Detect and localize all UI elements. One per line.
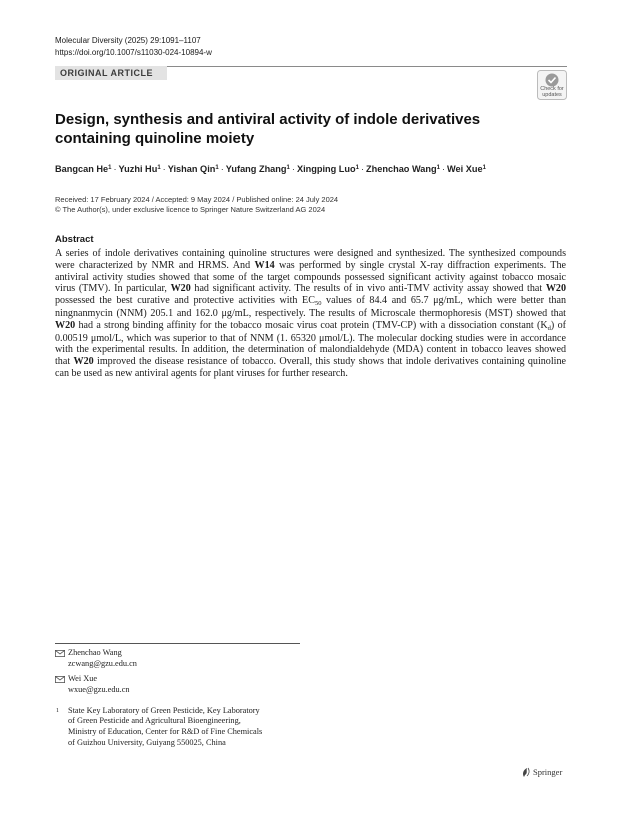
author[interactable]: Yishan Qin	[167, 164, 216, 174]
affiliation-line: of Guizhou University, Guiyang 550025, China	[68, 738, 226, 747]
author[interactable]: Xingping Luo	[296, 164, 356, 174]
author-list	[55, 163, 565, 175]
abstract-text: ) of 0.00519 μmol/L, which was superior to that of NNM (1. 65320 μmol/L). The molecular docking studies were in accordance with the experimental results. In addition, the determination of malondialdehyde (MDA) content in tobacco leaves showed that	[55, 319, 566, 368]
check-for-updates-label: Check for updates	[540, 86, 564, 98]
author-affiliation-mark: 1	[286, 165, 290, 171]
abstract-heading: Abstract	[55, 234, 94, 245]
doi-link[interactable]: https://doi.org/10.1007/s11030-024-10894-w	[55, 48, 212, 57]
affiliation-number: 1	[56, 708, 59, 714]
abstract-text: had a strong binding affinity for the tobacco mosaic virus coat protein (TMV-CP) with a dissociation constant (K	[75, 319, 548, 331]
abstract-text: had significant activity. The results of in vivo anti-TMV activity assay showed that	[190, 283, 546, 295]
author-separator: ·	[220, 164, 224, 174]
abstract-body	[55, 248, 566, 380]
subscript: d	[547, 324, 551, 332]
springer-logo-icon	[521, 765, 571, 779]
contact-name: Wei Xue	[68, 674, 98, 683]
author-affiliation-mark: 1	[157, 165, 161, 171]
author-separator: ·	[360, 164, 365, 174]
compound-label: W20	[73, 356, 94, 368]
author-separator: ·	[113, 164, 117, 174]
author-separator: ·	[291, 164, 295, 174]
compound-label: W20	[55, 319, 76, 331]
abstract-text: values of 84.4 and 65.7 μg/mL, which were better than ningnanmycin (NNM) 205.1 and 162.0 μg/mL, respectively. The results of Microscale thermophoresis (MST) showed that	[55, 295, 566, 319]
header-rule	[167, 66, 567, 67]
contact-email[interactable]: wxue@gzu.edu.cn	[68, 685, 130, 694]
envelope-icon	[55, 676, 65, 683]
author-affiliation-mark: 1	[108, 165, 112, 171]
subscript: 50	[314, 300, 322, 308]
envelope-icon	[55, 650, 65, 657]
contact-email[interactable]: zcwang@gzu.edu.cn	[68, 659, 137, 668]
affiliation-line: Ministry of Education, Center for R&D of Fine Chemicals	[68, 727, 263, 736]
author-separator: ·	[162, 164, 166, 174]
compound-label: W20	[545, 283, 566, 295]
compound-label: W20	[170, 283, 191, 295]
author-affiliation-mark: 1	[355, 165, 359, 171]
journal-citation: Molecular Diversity (2025) 29:1091–1107	[55, 36, 201, 45]
author-separator: ·	[441, 164, 446, 174]
author-affiliation-mark: 1	[482, 165, 486, 171]
affiliation-line: State Key Laboratory of Green Pesticide, Key Laboratory	[68, 706, 260, 715]
author[interactable]: Zhenchao Wang	[366, 164, 437, 174]
publication-dates: Received: 17 February 2024 / Accepted: 9 May 2024 / Published online: 24 July 2024	[55, 195, 339, 204]
publisher-name: Springer	[533, 767, 563, 777]
author[interactable]: Yuzhi Hu	[118, 164, 158, 174]
abstract-text: was performed by single crystal X-ray diffraction experiments. The antiviral activity studies showed that some of the target compounds possessed significant activity against tobacco mosaic virus (TMV). In particular,	[55, 259, 566, 295]
author-affiliation-mark: 1	[215, 165, 219, 171]
contact-name: Zhenchao Wang	[68, 648, 122, 657]
compound-label: W14	[254, 259, 275, 271]
author[interactable]: Bangcan He	[55, 164, 109, 174]
article-type-label: ORIGINAL ARTICLE	[60, 68, 153, 78]
author[interactable]: Yufang Zhang	[225, 164, 287, 174]
article-title: Design, synthesis and antiviral activity of indole derivatives containing quinoline moiety	[55, 111, 481, 147]
abstract-text: possessed the best curative and protective activities with EC	[55, 295, 315, 307]
author-affiliation-mark: 1	[436, 165, 440, 171]
copyright-notice: © The Author(s), under exclusive licence to Springer Nature Switzerland AG 2024	[55, 205, 326, 214]
abstract-text: A series of indole derivatives containing quinoline structures were designed and synthesized. The synthesized compounds were characterized by NMR and HRMS. And	[55, 248, 566, 271]
footnote-rule	[55, 643, 300, 644]
author[interactable]: Wei Xue	[447, 164, 483, 174]
abstract-text: improved the disease resistance of tobacco. Overall, this study shows that indole derivatives containing quinoline can be used as new antiviral agents for plant viruses for further research.	[55, 356, 566, 379]
affiliation-line: of Green Pesticide and Agricultural Bioengineering,	[68, 716, 241, 725]
